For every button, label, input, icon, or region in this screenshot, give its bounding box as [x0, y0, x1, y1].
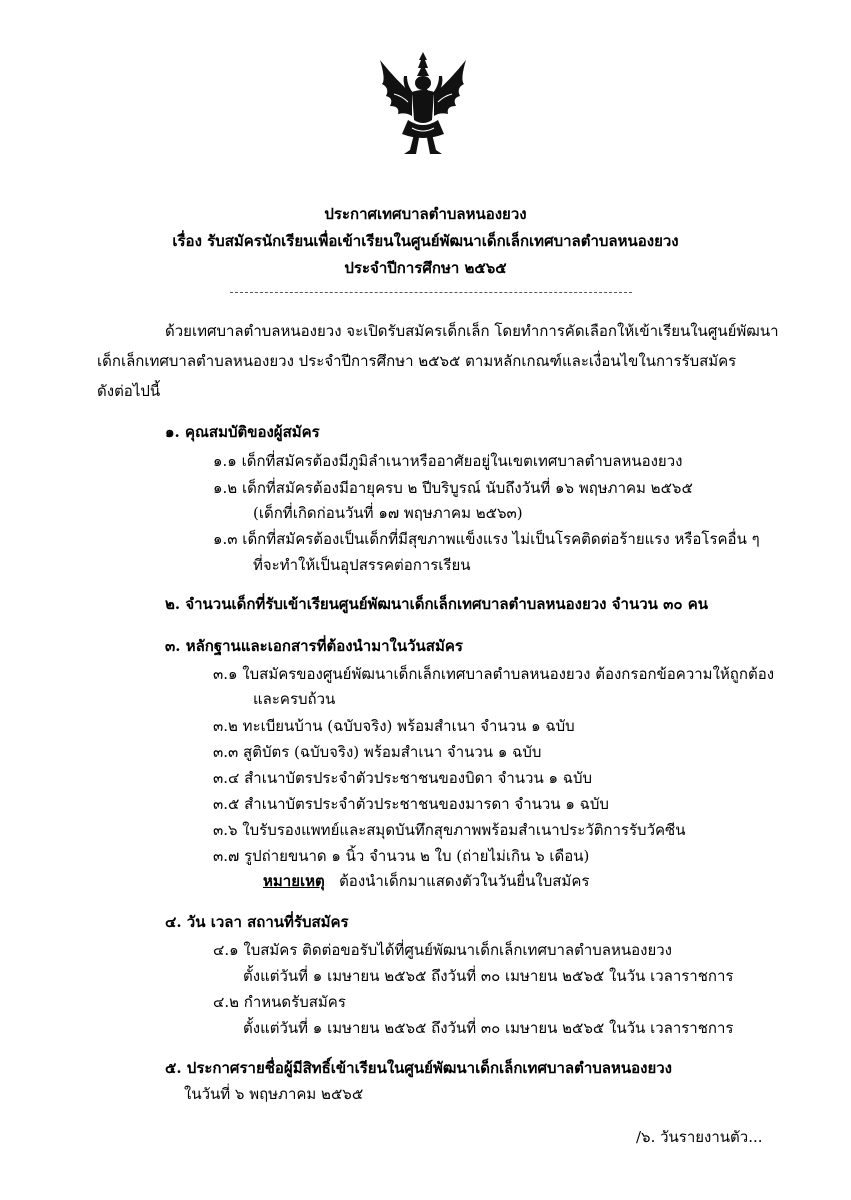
announcement-subject: เรื่อง รับสมัครนักเรียนเพื่อเข้าเรียนในศูนย์พัฒนาเด็กเล็กเทศบาลตำบลหนองยวง — [172, 232, 679, 250]
list-item: ๑.๑ เด็กที่สมัครต้องมีภูมิลำเนาหรืออาศัยอยู่ในเขตเทศบาลตำบลหนองยวง — [213, 452, 683, 470]
intro-line: ดังต่อไปนี้ — [97, 382, 161, 400]
list-item: ๓.๒ ทะเบียนบ้าน (ฉบับจริง) พร้อมสำเนา จำนวน ๑ ฉบับ — [213, 717, 575, 735]
list-item-continuation: (เด็กที่เกิดก่อนวันที่ ๑๗ พฤษภาคม ๒๕๖๓) — [253, 504, 523, 522]
garuda-emblem-icon — [372, 50, 474, 160]
list-item-continuation: ที่จะทำให้เป็นอุปสรรคต่อการเรียน — [253, 556, 471, 574]
list-item: ๓.๔ สำเนาบัตรประจำตัวประชาชนของบิดา จำนวน ๑ ฉบับ — [213, 769, 593, 787]
separator-line — [230, 292, 632, 293]
note-label: หมายเหตุ — [263, 872, 325, 890]
list-item: ๔.๑ ใบสมัคร ติดต่อขอรับได้ที่ศูนย์พัฒนาเด็กเล็กเทศบาลตำบลหนองยวง — [213, 941, 672, 959]
section-heading: ๔. วัน เวลา สถานที่รับสมัคร — [165, 913, 349, 931]
list-item: ๑.๒ เด็กที่สมัครต้องมีอายุครบ ๒ ปีบริบูรณ์ นับถึงวันที่ ๑๖ พฤษภาคม ๒๕๖๕ — [213, 479, 693, 497]
list-item: ๓.๑ ใบสมัครของศูนย์พัฒนาเด็กเล็กเทศบาลตำบลหนองยวง ต้องกรอกข้อความให้ถูกต้อง — [213, 665, 775, 683]
intro-line: ด้วยเทศบาลตำบลหนองยวง จะเปิดรับสมัครเด็กเล็ก โดยทำการคัดเลือกให้เข้าเรียนในศูนย์พัฒนา — [165, 322, 779, 340]
list-item: ๔.๒ กำหนดรับสมัคร — [213, 993, 346, 1011]
list-item: ๓.๓ สูติบัตร (ฉบับจริง) พร้อมสำเนา จำนวน ๑ ฉบับ — [213, 743, 542, 761]
list-item: ๑.๓ เด็กที่สมัครต้องเป็นเด็กที่มีสุขภาพแข็งแรง ไม่เป็นโรคติดต่อร้ายแรง หรือโรคอื่น ๆ — [213, 530, 760, 548]
continued-footer: /๖. วันรายงานตัว... — [636, 1128, 763, 1146]
list-item: ๓.๕ สำเนาบัตรประจำตัวประชาชนของมารดา จำนวน ๑ ฉบับ — [213, 795, 609, 813]
list-item-continuation: ตั้งแต่วันที่ ๑ เมษายน ๒๕๖๕ ถึงวันที่ ๓๐ เมษายน ๒๕๖๕ ในวัน เวลาราชการ — [243, 1019, 734, 1037]
section-heading: ๑. คุณสมบัติของผู้สมัคร — [165, 423, 320, 441]
list-item-continuation: ตั้งแต่วันที่ ๑ เมษายน ๒๕๖๕ ถึงวันที่ ๓๐ เมษายน ๒๕๖๕ ในวัน เวลาราชการ — [243, 967, 734, 985]
academic-year-line: ประจำปีการศึกษา ๒๕๖๕ — [344, 259, 507, 277]
intro-line: เด็กเล็กเทศบาลตำบลหนองยวง ประจำปีการศึกษา ๒๕๖๕ ตามหลักเกณฑ์และเงื่อนไขในการรับสมัคร — [97, 352, 737, 370]
note-text: ต้องนำเด็กมาแสดงตัวในวันยื่นใบสมัคร — [339, 872, 590, 890]
list-item: ๓.๗ รูปถ่ายขนาด ๑ นิ้ว จำนวน ๒ ใบ (ถ่ายไม่เกิน ๖ เดือน) — [213, 847, 590, 865]
note-line — [263, 871, 589, 891]
announcement-date: ในวันที่ ๖ พฤษภาคม ๒๕๖๕ — [184, 1085, 364, 1103]
section-heading: ๓. หลักฐานและเอกสารที่ต้องนำมาในวันสมัคร — [165, 637, 463, 655]
announcement-title: ประกาศเทศบาลตำบลหนองยวง — [324, 205, 527, 223]
list-item-continuation: และครบถ้วน — [253, 690, 336, 708]
section-heading: ๕. ประกาศรายชื่อผู้มีสิทธิ์เข้าเรียนในศูนย์พัฒนาเด็กเล็กเทศบาลตำบลหนองยวง — [165, 1059, 672, 1077]
list-item: ๓.๖ ใบรับรองแพทย์และสมุดบันทึกสุขภาพพร้อมสำเนาประวัติการรับวัคซีน — [213, 821, 686, 839]
section-heading: ๒. จำนวนเด็กที่รับเข้าเรียนศูนย์พัฒนาเด็กเล็กเทศบาลตำบลหนองยวง จำนวน ๓๐ คน — [165, 595, 709, 613]
